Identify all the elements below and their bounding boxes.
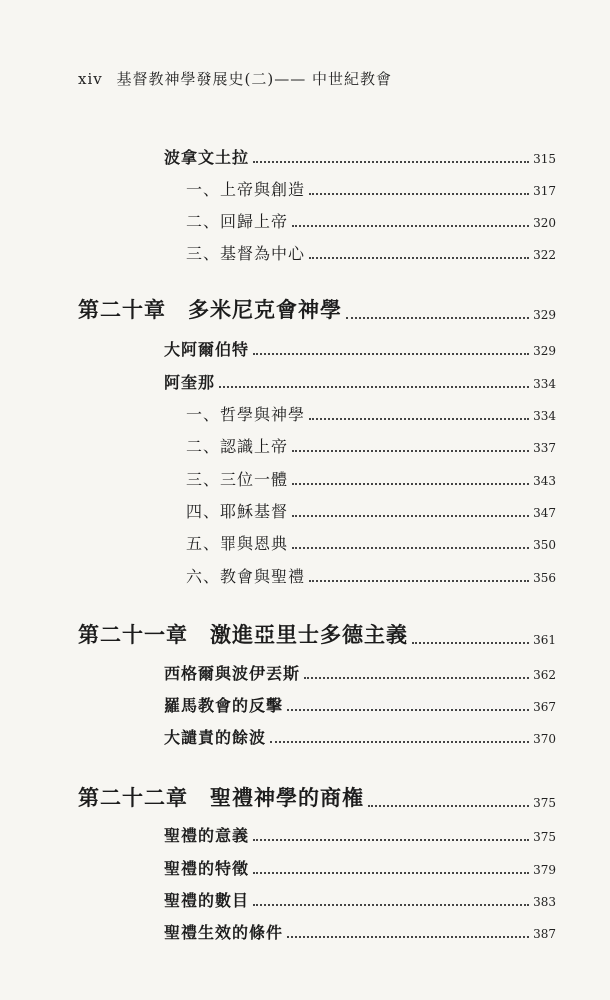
chapter-title: 多米尼克會神學 [188,297,342,322]
dot-leader [292,483,529,485]
page-number: 362 [533,668,556,682]
toc-section-title: 聖禮的數目 [164,891,250,910]
toc-chapter-heading [78,294,342,324]
dot-leader [304,677,529,679]
dot-leader [287,936,529,938]
toc-section-row [164,140,556,168]
dot-leader [253,904,529,906]
toc-item-row [186,429,556,457]
page-folio: xiv [78,70,103,88]
dot-leader [287,709,529,711]
toc-item-title: 二、回歸上帝 [186,212,289,231]
chapter-title: 激進亞里士多德主義 [210,622,408,647]
toc-section-row [164,720,556,748]
toc-section-title: 波拿文土拉 [164,148,250,167]
page-number: 347 [533,506,556,520]
dot-leader [253,161,529,163]
toc-item-row [186,462,556,490]
chapter-number: 第二十章 [78,297,166,322]
toc-section-title: 羅馬教會的反擊 [164,696,284,715]
toc-item-title: 一、哲學與神學 [186,405,306,424]
dot-leader [292,515,529,517]
toc-item-title: 三、基督為中心 [186,244,306,263]
chapter-number: 第二十二章 [78,785,188,810]
page-number: 337 [533,441,556,455]
toc-chapter-heading [78,619,408,649]
page-number: 350 [533,538,556,552]
toc-section-title: 大譴責的餘波 [164,728,267,747]
dot-leader [270,741,529,743]
toc-section-row [164,818,556,846]
toc-section-row [164,656,556,684]
page-number: 315 [533,152,556,166]
dot-leader [253,839,529,841]
toc-item-row [186,172,556,200]
page-number: 361 [533,633,556,647]
dot-leader [292,547,529,549]
toc-item-title: 六、教會與聖禮 [186,567,306,586]
toc-item-title: 五、罪與恩典 [186,534,289,553]
toc-section-row [164,365,556,393]
dot-leader [253,353,529,355]
dot-leader [309,257,529,259]
toc-section-title: 聖禮的特徵 [164,859,250,878]
toc-item-title: 一、上帝與創造 [186,180,306,199]
dot-leader [412,642,529,644]
toc-section-row [164,851,556,879]
toc-item-row [186,559,556,587]
page-number: 322 [533,248,556,262]
dot-leader [309,193,529,195]
toc-chapter-heading [78,782,364,812]
dot-leader [292,450,529,452]
page-number: 320 [533,216,556,230]
chapter-number: 第二十一章 [78,622,188,647]
dot-leader [292,225,529,227]
dot-leader [368,805,529,807]
toc-section-row [164,332,556,360]
running-header [78,68,392,89]
chapter-title: 聖禮神學的商権 [210,785,364,810]
page-number: 334 [533,409,556,423]
page-number: 367 [533,700,556,714]
toc-item-row [186,204,556,232]
toc-item-row [186,526,556,554]
page-number: 334 [533,377,556,391]
toc-section-title: 大阿爾伯特 [164,340,250,359]
page-number: 343 [533,474,556,488]
dot-leader [309,418,529,420]
page-number: 370 [533,732,556,746]
page-number: 387 [533,927,556,941]
toc-section-title: 阿奎那 [164,373,216,392]
toc-section-title: 聖禮生效的條件 [164,923,284,942]
page-number: 356 [533,571,556,585]
toc-section-title: 聖禮的意義 [164,826,250,845]
toc-section-title: 西格爾與波伊丟斯 [164,664,301,683]
toc-item-row [186,397,556,425]
dot-leader [253,872,529,874]
page-number: 383 [533,895,556,909]
book-title: 基督教神學發展史(二)—— 中世紀教會 [116,70,392,88]
toc-section-row [164,915,556,943]
toc-chapter-row [78,296,556,324]
dot-leader [346,317,529,319]
page-number: 329 [533,308,556,322]
toc-item-title: 三、三位一體 [186,470,289,489]
page-number: 375 [533,830,556,844]
page-number: 329 [533,344,556,358]
toc-section-row [164,688,556,716]
toc-chapter-row [78,621,556,649]
toc-item-title: 四、耶穌基督 [186,502,289,521]
page-number: 317 [533,184,556,198]
page-number: 379 [533,863,556,877]
toc-chapter-row [78,784,556,812]
toc-item-row [186,236,556,264]
toc-section-row [164,883,556,911]
dot-leader [309,580,529,582]
toc-item-row [186,494,556,522]
dot-leader [219,386,529,388]
page-number: 375 [533,796,556,810]
toc-item-title: 二、認識上帝 [186,437,289,456]
